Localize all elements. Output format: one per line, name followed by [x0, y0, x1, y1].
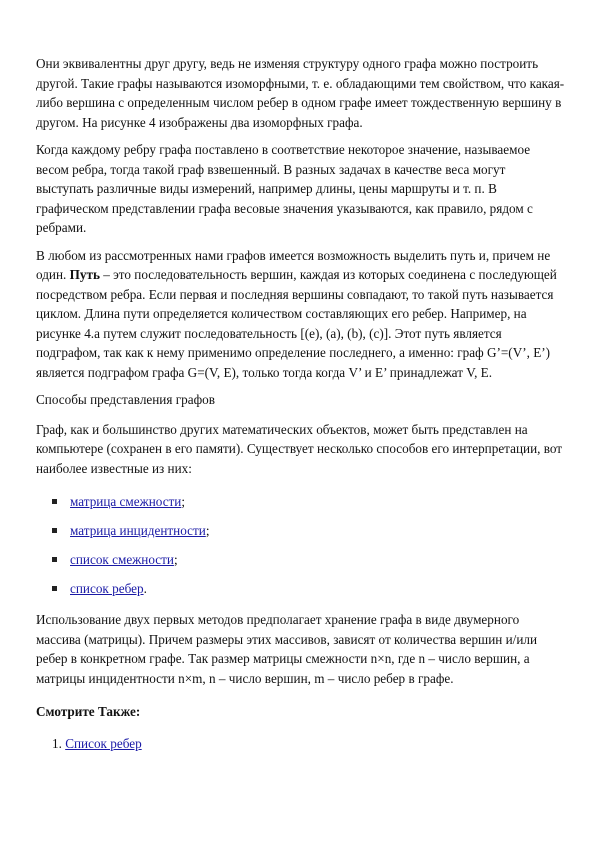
document-page	[36, 54, 566, 753]
paragraph-path	[36, 246, 566, 383]
bullet-icon	[52, 557, 57, 562]
list-item	[36, 734, 566, 753]
path-term: Путь	[69, 267, 100, 282]
link-adjacency-list[interactable]: список смежности	[70, 552, 174, 567]
paragraph-isomorphic: Они эквивалентны друг другу, ведь не изменяя структуру одного графа можно построить другой. Такие графы называются изоморфными, т. е. обладающими тем свойством, что какая-либо вершина с определенным числом ребер в одном графе имеет тождественную вершину в другом. На рисунке 4 изображены два изоморфных графа.	[36, 56, 565, 130]
list-item-number: 1.	[52, 735, 62, 751]
list-item-suffix: ;	[173, 552, 178, 567]
bullet-icon	[52, 499, 57, 504]
see-also-heading: Смотрите Также:	[36, 704, 141, 719]
paragraph-representation: Граф, как и большинство других математических объектов, может быть представлен на компьютере (сохранен в его памяти). Существует несколько способов его интерпретации, вот наиболее известные из них:	[36, 421, 563, 476]
see-also-list	[36, 734, 566, 753]
link-adjacency-matrix[interactable]: матрица смежности	[70, 494, 182, 509]
paragraph-path-intro: В любом из рассмотренных нами графов имеется возможность выделить путь и, причем не один.	[36, 247, 551, 282]
list-item	[36, 579, 566, 598]
paragraph-weighted: Когда каждому ребру графа поставлено в соответствие некоторое значение, называемое весом ребра, тогда такой граф взвешенный. В разных задачах в качестве веса могут выступать различные виды измерений, например длины, цены маршруты и т. п. В графическом представлении графа весовые значения указываются, как правило, рядом с ребрами.	[36, 142, 533, 235]
list-item-suffix: .	[143, 581, 147, 596]
list-item	[36, 521, 566, 540]
paragraph-path-body: – это последовательность вершин, каждая из которых соединена с последующей посредством ребра. Если первая и последняя вершины совпадают, то такой путь называется циклом. Длина пути определяется количеством составляющих его ребер. Например, на рисунке 4.а путем служит последовательность [(e), (a), (b), (c)]. Этот путь является подграфом, так как к нему применимо определение последнего, а именно: граф G’=(V’, E’) является подграфом графа G=(V, E), только тогда когда V’ и E’ принадлежат V, E.	[36, 267, 557, 380]
bullet-icon	[52, 528, 57, 533]
section-heading: Способы представления графов	[36, 392, 215, 407]
link-see-also-edge-list[interactable]: Список ребер	[65, 735, 142, 751]
list-item-suffix: ;	[205, 523, 210, 538]
paragraph-storage: Использование двух первых методов предполагает хранение графа в виде двумерного массива (матрицы). Причем размеры этих массивов, зависят от количества вершин и/или ребер в конкретном графе. Так размер матрицы смежности n×n, где n – число вершин, а матрицы инцидентности n×m, n – число вершин, m – число ребер в графе.	[36, 612, 538, 686]
list-item	[36, 492, 566, 511]
methods-list	[36, 492, 566, 598]
bullet-icon	[52, 586, 57, 591]
list-item-suffix: ;	[181, 494, 186, 509]
link-edge-list[interactable]: список ребер	[70, 581, 144, 596]
list-item	[36, 550, 566, 569]
link-incidence-matrix[interactable]: матрица инцидентности	[70, 523, 206, 538]
